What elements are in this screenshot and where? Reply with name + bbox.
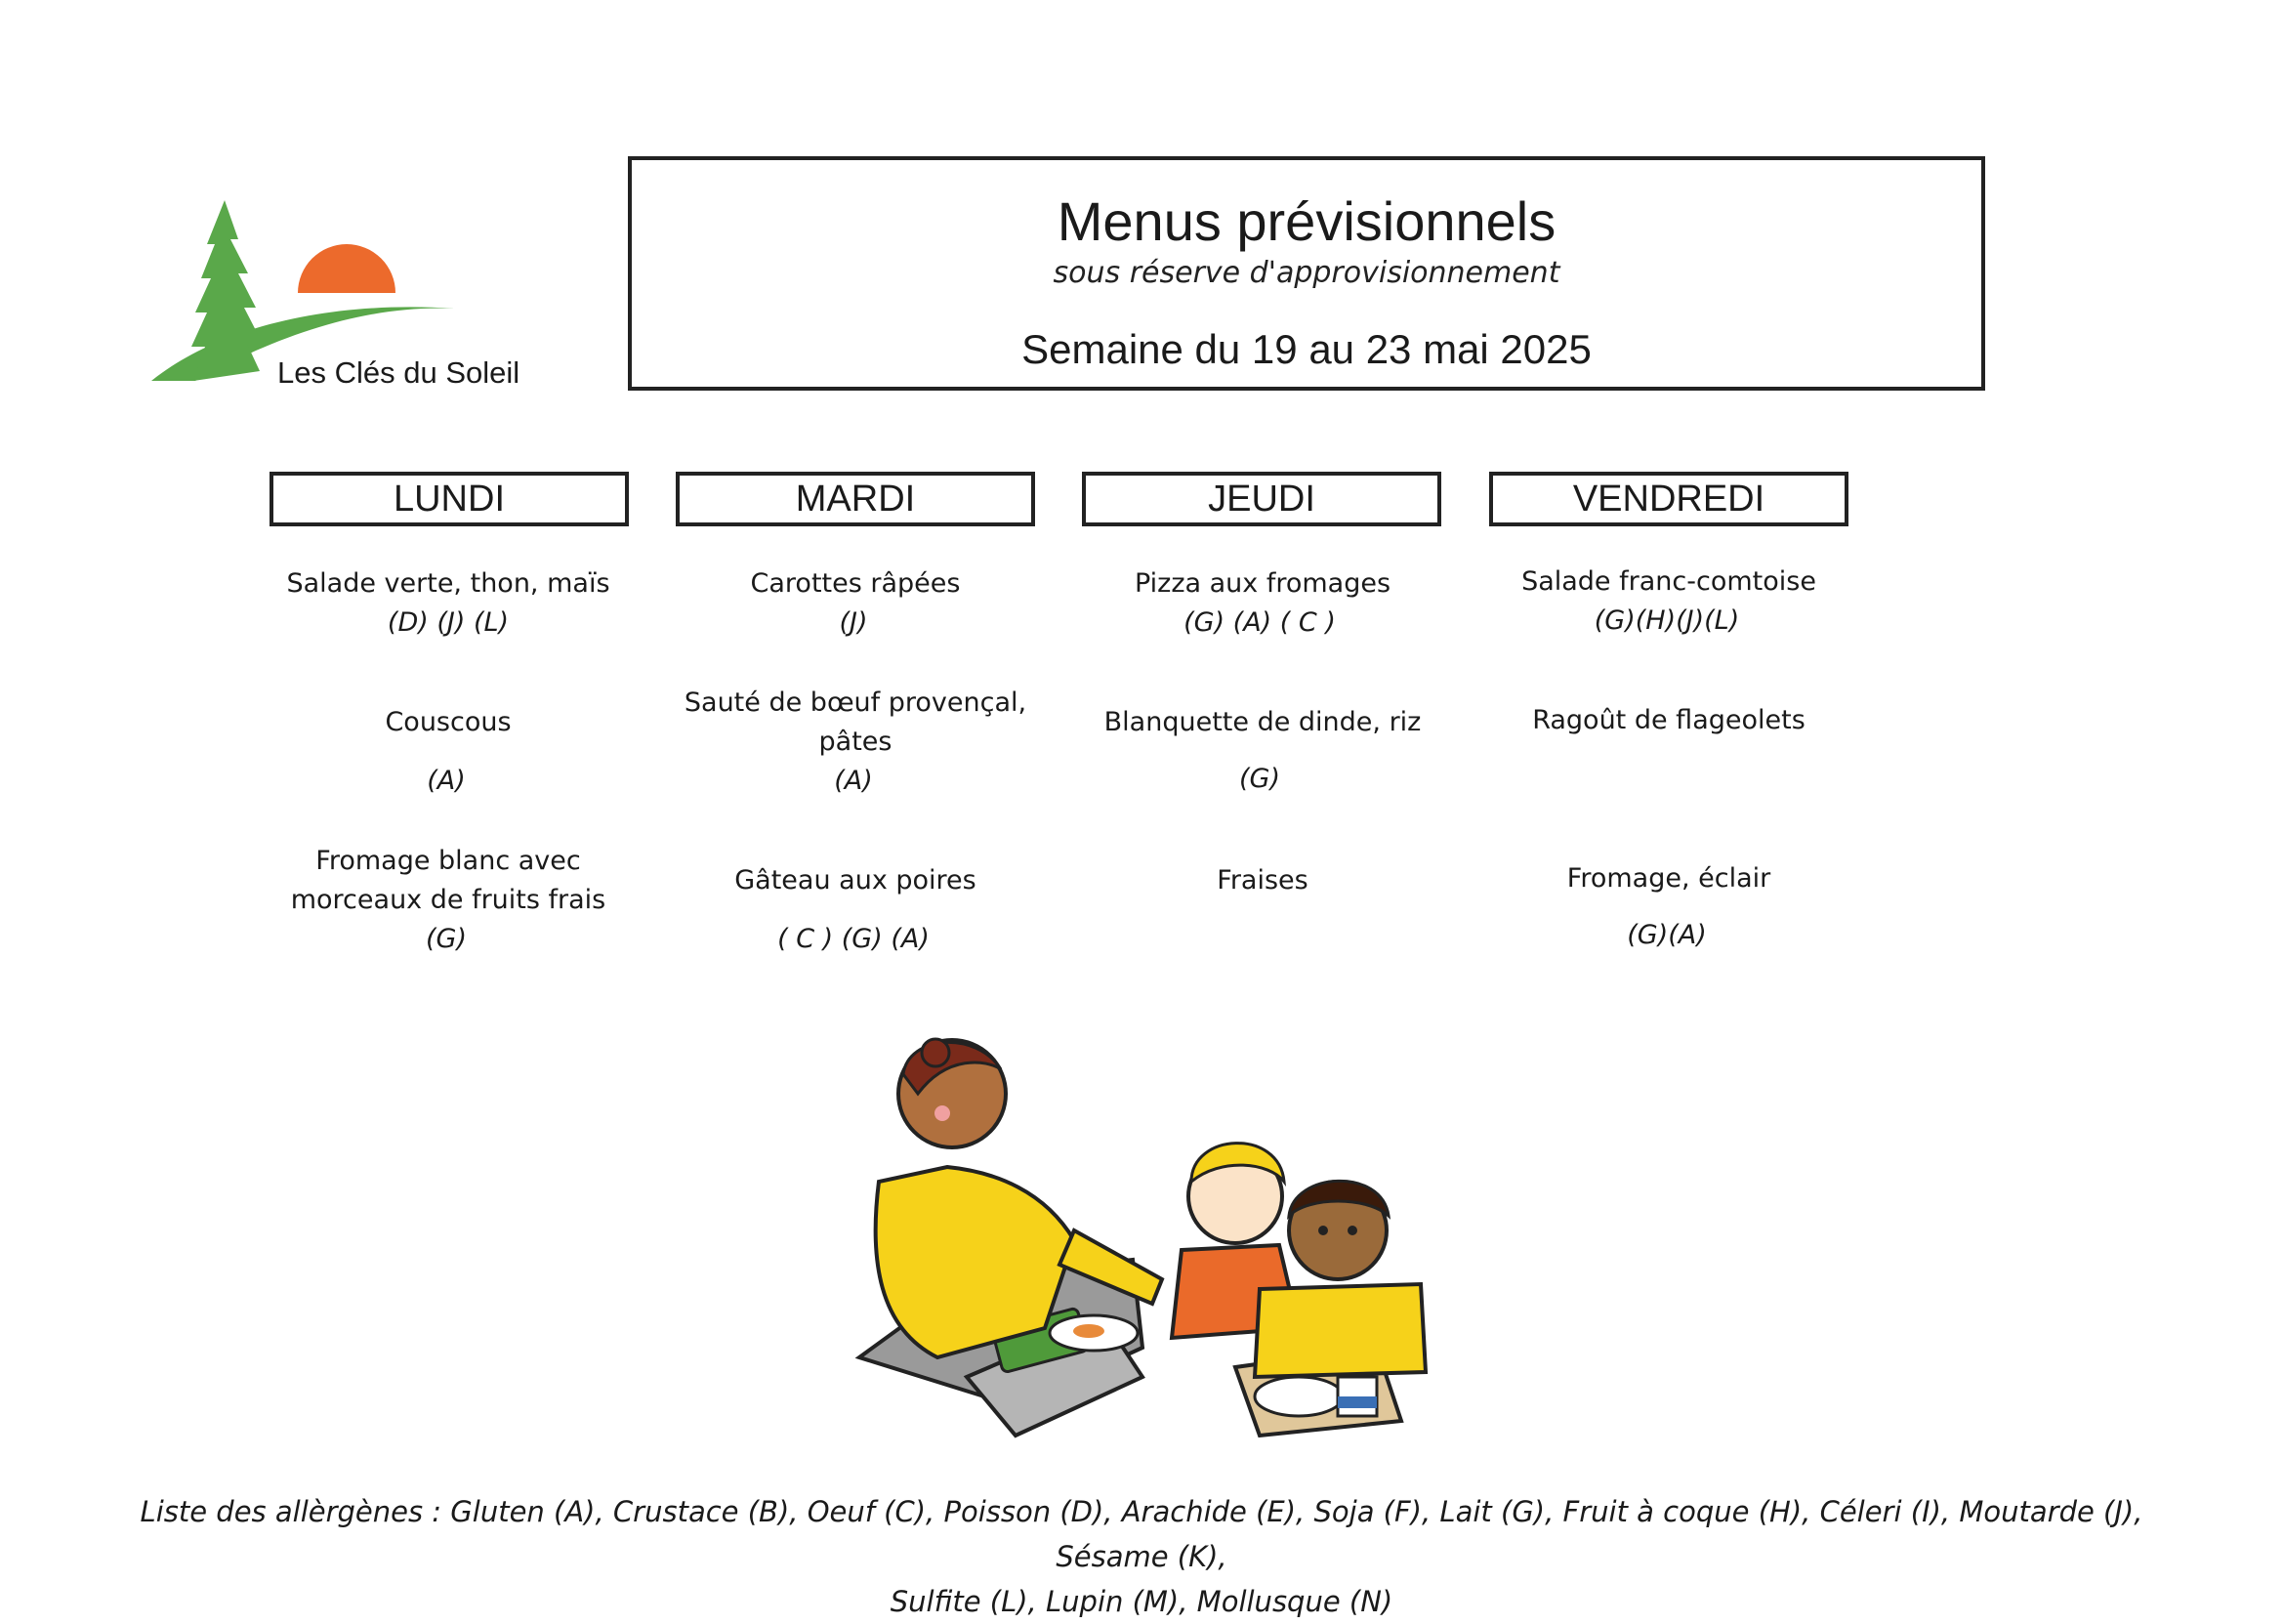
week-range: Semaine du 19 au 23 mai 2025 — [1021, 326, 1592, 372]
vendredi-starter: Salade franc-comtoise — [1521, 566, 1816, 597]
mardi-main-line1: Sauté de bœuf provençal, — [684, 687, 1027, 718]
mardi-starter: Carottes râpées — [750, 568, 961, 599]
logo-text: Les Clés du Soleil — [277, 355, 520, 390]
mardi-starter-allergens: (J) — [839, 607, 868, 638]
header-box — [628, 156, 1985, 391]
allergen-legend-line1: Liste des allèrgènes : Gluten (A), Crustace (B), Oeuf (C), Poisson (D), Arachide (E), Soja (F), Lait (G), Fruit à coque (H), Céleri (I), Moutarde (J), Sésame (K), — [140, 1495, 2143, 1573]
jeudi-starter: Pizza aux fromages — [1134, 568, 1391, 599]
allergen-legend-line2: Sulfite (L), Lupin (M), Mollusque (N) — [890, 1585, 1393, 1618]
vendredi-dessert-allergens: (G)(A) — [1627, 920, 1707, 950]
allergen-legend — [98, 1489, 2185, 1624]
mardi-dessert: Gâteau aux poires — [734, 865, 976, 895]
day-header-lundi: LUNDI — [270, 472, 629, 526]
vendredi-starter-allergens: (G)(H)(J)(L) — [1594, 605, 1740, 636]
vendredi-main: Ragoût de flageolets — [1532, 705, 1806, 735]
page-title: Menus prévisionnels — [1057, 190, 1557, 252]
page-subtitle: sous réserve d'approvisionnement — [1053, 256, 1560, 290]
lundi-dessert-line1: Fromage blanc avec — [315, 846, 581, 876]
lundi-dessert-line2: morceaux de fruits frais — [290, 885, 606, 915]
mardi-dessert-allergens: ( C ) (G) (A) — [777, 924, 930, 954]
lundi-starter-allergens: (D) (J) (L) — [387, 607, 510, 638]
vendredi-dessert: Fromage, éclair — [1566, 863, 1771, 894]
lundi-main: Couscous — [385, 707, 512, 737]
lundi-main-allergens: (A) — [427, 766, 466, 796]
day-header-mardi: MARDI — [676, 472, 1035, 526]
mardi-main-allergens: (A) — [834, 766, 873, 796]
jeudi-main-allergens: (G) — [1239, 764, 1280, 794]
lundi-starter: Salade verte, thon, maïs — [286, 568, 610, 599]
mardi-main-line2: pâtes — [818, 727, 892, 757]
jeudi-main: Blanquette de dinde, riz — [1103, 707, 1422, 737]
canteen-serving-illustration-icon — [850, 1035, 1445, 1445]
jeudi-starter-allergens: (G) (A) ( C ) — [1183, 607, 1336, 638]
day-header-vendredi: VENDREDI — [1489, 472, 1848, 526]
jeudi-dessert: Fraises — [1217, 865, 1308, 895]
day-header-jeudi: JEUDI — [1082, 472, 1441, 526]
lundi-dessert-allergens: (G) — [426, 924, 467, 954]
